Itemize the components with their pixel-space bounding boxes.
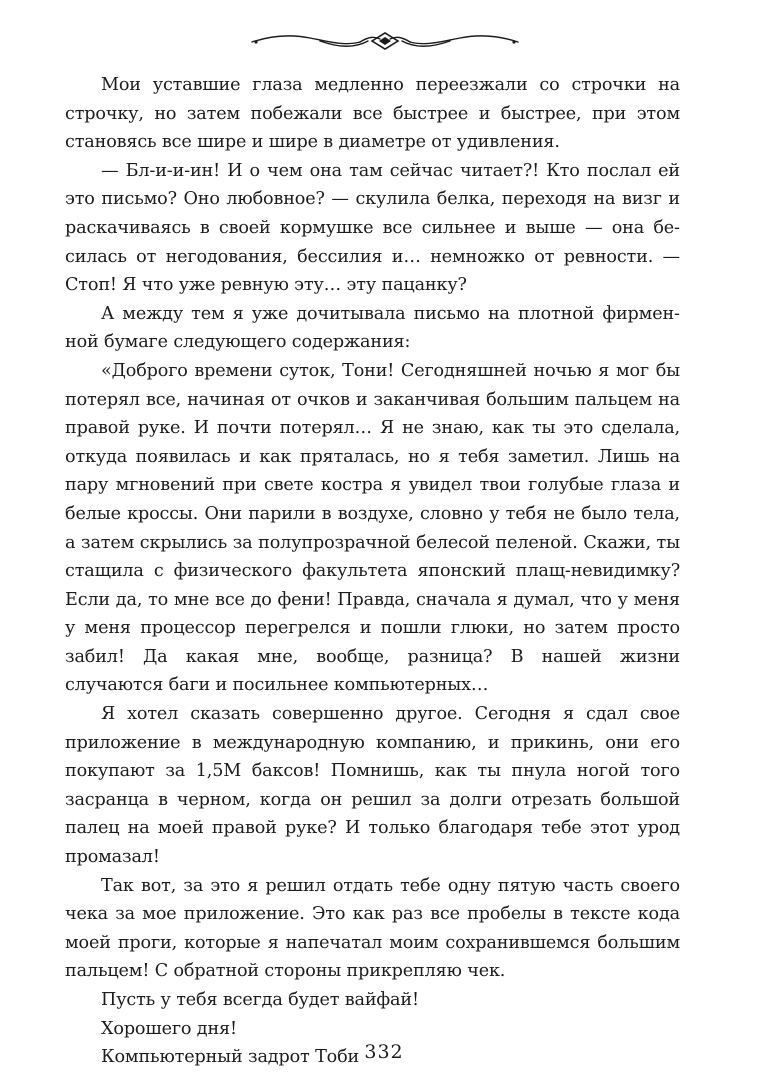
- paragraph: «Доброго времени суток, Тони! Сегодняшней ночью я мог бы потерял все, начиная от очков и заканчивая большим пальцем на правой руке. И почти потерял… Я не знаю, как ты это сделала, откуда появилась и как пряталась, но я тебя заметил. Лишь на пару мгновений при свете костра я увидел твои голубые глаза и белые кроссы. Они парили в воздухе, словно у тебя не было тела, а затем скрылись за полупрозрачной белесой пеленой. Скажи, ты стащила с физического факультета японский плащ-невидимку? Если да, то мне все до фени! Правда, сначала я думал, что у меня у меня процессор перегрелся и пошли глюки, но затем просто забил! Да какая мне, вообще, разница? В нашей жизни случаются баги и посильнее компьютерных…: [65, 360, 680, 696]
- ornament-divider-icon: [250, 28, 520, 54]
- body-text: [65, 71, 680, 1072]
- paragraph: А между тем я уже дочитывала письмо на плотной фирменной бумаге следующего содержания:: [65, 303, 680, 353]
- paragraph: Мои уставшие глаза медленно переезжали со строчки на строчку, но затем побежали все быстрее и быстрее, при этом становясь все шире и шире в диаметре от удивления.: [65, 75, 680, 153]
- paragraph: — Бл-и-и-ин! И о чем она там сейчас читает?! Кто послал ей это письмо? Оно любовное? — скулила белка, переходя на визг и раскачиваясь в своей кормушке все сильнее и выше — она бесилась от негодования, бессилия и… немножко от ревности. — Стоп! Я что уже ревную эту… эту пацанку?: [65, 160, 680, 296]
- paragraph: Хорошего дня!: [101, 1018, 237, 1039]
- signature-line: Компьютерный задрот Тоби: [101, 1047, 360, 1068]
- paragraph: Я хотел сказать совершенно другое. Сегодня я сдал свое приложение в международную компанию, и прикинь, они его покупают за 1,5М баксов! Помнишь, как ты пнула ногой того засранца в черном, когда он решил за долги отрезать большой палец на моей правой руке? И только благодаря тебе этот урод промазал!: [65, 704, 680, 868]
- page-number: 332: [364, 1041, 404, 1063]
- paragraph: Так вот, за это я решил отдать тебе одну пятую часть своего чека за мое приложение. Это как раз все пробелы в тексте кода моей проги, которые я напечатал моим сохранившемся большим пальцем! С обратной стороны прикрепляю чек.: [65, 875, 680, 982]
- paragraph: Пусть у тебя всегда будет вайфай!: [101, 990, 419, 1010]
